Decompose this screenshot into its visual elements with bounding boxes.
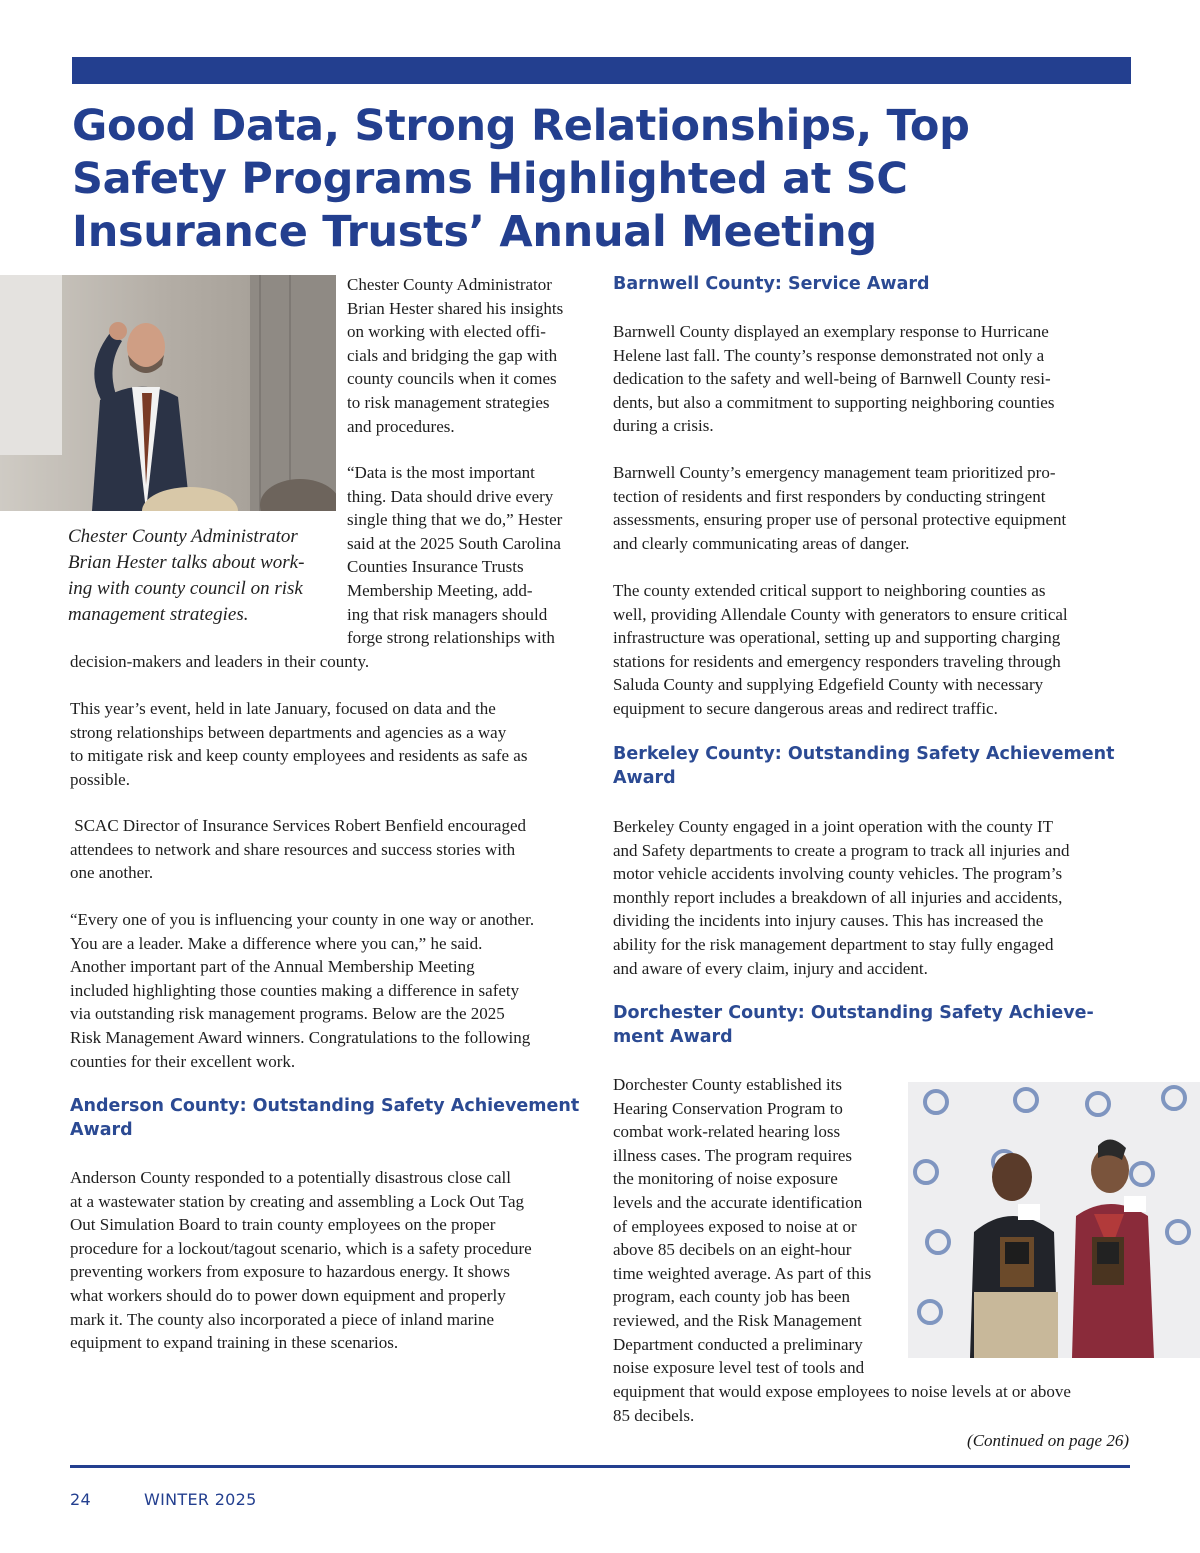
text-line: to risk management strategies [347, 392, 550, 412]
text-line: Another important part of the Annual Membership Meeting [70, 957, 475, 977]
text-line: Out Simulation Board to train county employees on the proper [70, 1215, 496, 1235]
dorchester-heading [613, 1001, 1094, 1049]
heading-line: ment Award [613, 1027, 733, 1047]
dorchester-paragraph [613, 1073, 871, 1380]
text-line: of employees exposed to noise at or [613, 1216, 857, 1236]
continued-note: (Continued on page 26) [967, 1431, 1129, 1450]
text-line: monthly report includes a breakdown of all injuries and accidents, [613, 887, 1063, 907]
text-line: and aware of every claim, injury and accident. [613, 958, 928, 978]
text-line: and clearly communicating areas of danger. [613, 533, 910, 553]
dorchester-paragraph-end [613, 1380, 1071, 1427]
text-line: reviewed, and the Risk Management [613, 1310, 862, 1330]
text-line: well, providing Allendale County with generators to ensure critical [613, 604, 1068, 624]
text-line: thing. Data should drive every [347, 486, 554, 506]
heading-line: Anderson County: Outstanding Safety Achievement [70, 1096, 580, 1116]
text-line: Department conducted a preliminary [613, 1334, 863, 1354]
heading-line: Award [613, 768, 676, 788]
text-line: above 85 decibels on an eight-hour [613, 1240, 852, 1260]
caption-line: management strategies. [68, 604, 249, 625]
text-line: equipment that would expose employees to noise levels at or above [613, 1382, 1071, 1401]
text-line: cials and bridging the gap with [347, 345, 558, 365]
text-line: equipment to expand training in these scenarios. [70, 1333, 399, 1353]
text-line: assessments, ensuring proper use of personal protective equipment [613, 510, 1067, 530]
text-line: via outstanding risk management programs. Below are the 2025 [70, 1004, 505, 1024]
heading-line: Dorchester County: Outstanding Safety Achieve- [613, 1003, 1094, 1023]
barnwell-paragraph-3 [613, 579, 1068, 721]
anderson-heading [70, 1094, 579, 1142]
barnwell-paragraph-2 [613, 461, 1066, 555]
influence-paragraph [70, 908, 534, 1073]
text-line: attendees to network and share resources and success stories with [70, 839, 516, 859]
title-line-3: Insurance Trusts’ Annual Meeting [72, 207, 877, 257]
text-line: This year’s event, held in late January, focused on data and the [70, 699, 496, 718]
text-line: “Data is the most important [347, 463, 535, 482]
barnwell-paragraph-1 [613, 320, 1054, 438]
photo-caption [68, 524, 336, 628]
berkeley-heading [613, 742, 1114, 790]
text-line: Dorchester County established its [613, 1075, 842, 1094]
text-line: program, each county job has been [613, 1287, 850, 1307]
text-line: preventing workers from exposure to hazardous energy. It shows [70, 1262, 510, 1282]
text-line: SCAC Director of Insurance Services Robert Benfield encouraged [70, 816, 527, 835]
anderson-paragraph [70, 1166, 532, 1355]
text-line: the monitoring of noise exposure [613, 1169, 838, 1189]
text-line: The county extended critical support to neighboring counties as [613, 581, 1046, 600]
text-line: Risk Management Award winners. Congratulations to the following [70, 1027, 531, 1047]
text-line: tection of residents and first responders by conducting stringent [613, 486, 1046, 506]
text-line: said at the 2025 South Carolina [347, 533, 561, 553]
page-number: 24 [70, 1490, 91, 1509]
text-line: to mitigate risk and keep county employees and residents as safe as [70, 746, 528, 766]
caption-line: Chester County Administrator [68, 526, 298, 547]
text-line: dedication to the safety and well-being of Barnwell County resi- [613, 369, 1051, 389]
text-line: Brian Hester shared his insights [347, 298, 564, 318]
text-line: possible. [70, 769, 130, 789]
text-line: Chester County Administrator [347, 275, 552, 294]
text-line: infrastructure was operational, setting up and supporting charging [613, 628, 1061, 648]
text-line: forge strong relationships with [347, 628, 555, 648]
text-line: county councils when it comes [347, 369, 557, 389]
caption-line: ing with county council on risk [68, 578, 303, 599]
footer-rule [70, 1465, 1130, 1468]
text-line: single thing that we do,” Hester [347, 510, 563, 530]
text-line: motor vehicle accidents involving county vehicles. The program’s [613, 864, 1063, 884]
text-line: counties for their excellent work. [70, 1051, 296, 1071]
text-line: Membership Meeting, add- [347, 580, 533, 600]
text-line: Saluda County and supplying Edgefield County with necessary [613, 675, 1044, 695]
intro-paragraph [347, 273, 563, 438]
text-line: Anderson County responded to a potentially disastrous close call [70, 1168, 511, 1187]
text-line: “Every one of you is influencing your county in one way or another. [70, 910, 535, 929]
text-line: ing that risk managers should [347, 604, 548, 624]
text-line: Barnwell County displayed an exemplary response to Hurricane [613, 322, 1049, 341]
award-winners-photo [908, 1082, 1200, 1358]
text-line: dividing the incidents into injury causes. This has increased the [613, 911, 1044, 931]
text-line: Hearing Conservation Program to [613, 1098, 843, 1118]
text-line: Barnwell County’s emergency management team prioritized pro- [613, 463, 1056, 482]
text-line: levels and the accurate identification [613, 1192, 863, 1212]
top-color-bar [72, 57, 1131, 84]
text-line: time weighted average. As part of this [613, 1263, 872, 1283]
caption-line: Brian Hester talks about work- [68, 552, 305, 573]
speaker-photo [0, 275, 336, 511]
text-line: procedure for a lockout/tagout scenario, which is a safety procedure [70, 1238, 532, 1258]
text-line: and Safety departments to create a program to track all injuries and [613, 840, 1070, 860]
heading-line: Berkeley County: Outstanding Safety Achievement [613, 744, 1115, 764]
text-line: mark it. The county also incorporated a piece of inland marine [70, 1309, 495, 1329]
quote-paragraph [347, 461, 562, 650]
text-line: included highlighting those counties making a difference in safety [70, 980, 520, 1000]
benfield-paragraph [70, 814, 526, 885]
text-line: Counties Insurance Trusts [347, 557, 524, 577]
text-line: at a wastewater station by creating and assembling a Lock Out Tag [70, 1191, 525, 1211]
text-line: equipment to secure dangerous areas and redirect traffic. [613, 698, 998, 718]
text-line: during a crisis. [613, 416, 714, 436]
text-line: ability for the risk management department to stay fully engaged [613, 934, 1054, 954]
text-line: Berkeley County engaged in a joint operation with the county IT [613, 817, 1053, 836]
event-paragraph [70, 697, 527, 791]
issue-label: WINTER 2025 [144, 1490, 257, 1509]
text-line: Helene last fall. The county’s response demonstrated not only a [613, 345, 1045, 365]
barnwell-heading: Barnwell County: Service Award [613, 274, 930, 294]
text-line: illness cases. The program requires [613, 1145, 853, 1165]
text-line: dents, but also a commitment to supporting neighboring counties [613, 392, 1055, 412]
article-title [72, 100, 1132, 259]
title-line-1: Good Data, Strong Relationships, Top [72, 101, 970, 151]
text-line: one another. [70, 863, 154, 883]
text-line: You are a leader. Make a difference where you can,” he said. [70, 933, 483, 953]
text-line: and procedures. [347, 416, 455, 436]
heading-line: Award [70, 1120, 133, 1140]
quote-paragraph-end: decision-makers and leaders in their county. [70, 652, 370, 671]
text-line: strong relationships between departments and agencies as a way [70, 722, 507, 742]
text-line: 85 decibels. [613, 1405, 695, 1425]
text-line: on working with elected offi- [347, 322, 546, 342]
title-line-2: Safety Programs Highlighted at SC [72, 154, 908, 204]
text-line: noise exposure level test of tools and [613, 1358, 865, 1378]
berkeley-paragraph [613, 815, 1069, 980]
text-line: combat work-related hearing loss [613, 1122, 841, 1142]
text-line: stations for residents and emergency responders traveling through [613, 651, 1061, 671]
text-line: what workers should do to power down equipment and properly [70, 1285, 506, 1305]
